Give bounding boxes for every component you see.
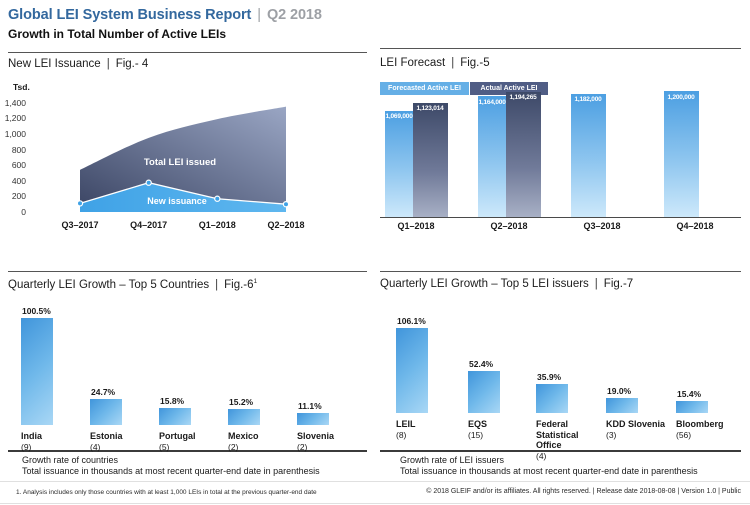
- title-divider: |: [451, 57, 455, 69]
- x-axis-label: Q3–2017: [61, 220, 99, 230]
- category-label: [21, 431, 83, 452]
- chart-note: Growth rate of countries: [22, 455, 119, 465]
- chart-title-new-lei-issuance: [8, 58, 148, 70]
- footnote-marker: 1: [253, 278, 258, 285]
- x-axis-line: [380, 217, 741, 218]
- category-label: [228, 431, 290, 452]
- chart-note: Total issuance in thousands at most recent quarter-end date in parenthesis: [22, 466, 320, 476]
- category-label: [396, 419, 466, 440]
- chart-title-growth-countries: [8, 278, 257, 291]
- category-label: [468, 419, 538, 440]
- y-tick-label: 1,000: [4, 128, 26, 139]
- y-tick-label: 1,400: [4, 97, 26, 108]
- chart-note: Growth rate of LEI issuers: [400, 455, 505, 465]
- chart-title-text: LEI Forecast: [380, 57, 446, 69]
- growth-bar: [536, 384, 568, 413]
- bar-value-label: 1,194,265: [509, 94, 537, 102]
- category-label: [297, 431, 359, 452]
- growth-bar: [21, 318, 53, 425]
- report-header: [8, 7, 322, 23]
- legend-forecasted-active-lei: Forecasted Active LEI: [380, 82, 469, 95]
- series-label-new: New issuance: [147, 196, 207, 206]
- figure-number: Fig.-5: [460, 57, 490, 69]
- category-count: (56): [676, 429, 692, 440]
- forecast-bar: [664, 91, 699, 218]
- title-divider: |: [594, 278, 598, 290]
- bar-value-label: 1,182,000: [574, 96, 602, 104]
- separator-line: [0, 481, 750, 482]
- category-name: Mexico: [228, 431, 259, 441]
- category-label: [536, 419, 606, 461]
- chart-title-growth-issuers: [380, 278, 633, 290]
- bar-value-label: 1,123,014: [416, 105, 444, 112]
- category-name: KDD Slovenia: [606, 419, 666, 429]
- category-name: India: [21, 431, 43, 441]
- x-axis-label: Q4–2017: [130, 220, 168, 230]
- x-axis-label: Q2–2018: [490, 221, 528, 231]
- y-tick-label: 1,200: [4, 113, 26, 124]
- report-period: Q2 2018: [266, 7, 322, 23]
- y-tick-label: 0: [21, 207, 26, 217]
- x-axis-label: Q2–2018: [267, 220, 305, 230]
- category-label: [90, 431, 152, 452]
- category-name: Federal Statistical Office: [536, 419, 579, 450]
- bar-value-label: 100.5%: [22, 306, 51, 316]
- bar-value-label: 1,200,000: [667, 93, 695, 101]
- bar-value-label: 15.4%: [677, 388, 702, 399]
- forecast-bar: [571, 94, 606, 218]
- growth-bar: [159, 408, 191, 425]
- bar-value-label: 52.4%: [469, 359, 494, 370]
- category-count: (2): [297, 441, 308, 452]
- bar-value-label: 35.9%: [537, 372, 562, 383]
- new-issuance-marker: [283, 202, 288, 207]
- category-name: Estonia: [90, 431, 123, 441]
- copyright-text: © 2018 GLEIF and/or its affiliates. All rights reserved. | Release date 2018-08-08 | Version 1.0 | Public: [426, 488, 741, 495]
- figure-number: Fig.-6: [224, 278, 254, 291]
- category-name: EQS: [468, 419, 488, 429]
- chart-title-text: Quarterly LEI Growth – Top 5 Countries: [8, 278, 210, 291]
- legend-actual-active-lei: Actual Active LEI: [470, 82, 548, 95]
- category-count: (4): [90, 441, 101, 452]
- new-issuance-marker: [146, 180, 151, 185]
- category-name: Portugal: [159, 431, 196, 441]
- category-name: LEIL: [396, 419, 416, 429]
- actual-bar: [506, 92, 541, 218]
- chart-title-text: Quarterly LEI Growth – Top 5 LEI issuers: [380, 278, 589, 290]
- bar-value-label: 1,069,000: [385, 113, 413, 121]
- category-label: [159, 431, 221, 452]
- growth-bar: [606, 398, 638, 413]
- category-count: (5): [159, 441, 170, 452]
- bar-value-label: 106.1%: [397, 316, 426, 326]
- category-count: (8): [396, 429, 407, 440]
- growth-bar: [396, 328, 428, 413]
- bar-value-label: 24.7%: [91, 386, 116, 397]
- category-name: Slovenia: [297, 431, 335, 441]
- title-divider: |: [106, 58, 110, 70]
- figure-number: Fig.-7: [603, 278, 634, 290]
- category-label: [606, 419, 676, 440]
- growth-bar: [90, 399, 122, 425]
- bar-value-label: 1,164,000: [478, 98, 506, 106]
- figure-number: Fig.- 4: [115, 58, 149, 70]
- page-title: Global LEI System Business Report: [8, 7, 252, 23]
- x-axis-label: Q4–2018: [676, 221, 714, 231]
- bar-value-label: 11.1%: [298, 401, 322, 412]
- growth-bar: [297, 413, 329, 425]
- bar-value-label: 15.8%: [160, 396, 185, 407]
- growth-bar: [676, 401, 708, 413]
- bar-value-label: 15.2%: [229, 396, 254, 407]
- separator-line: [380, 48, 741, 49]
- series-label-total: Total LEI issued: [143, 157, 217, 168]
- title-divider: |: [215, 278, 219, 291]
- growth-bar: [228, 409, 260, 425]
- title-divider: |: [257, 7, 261, 23]
- footnote-text: 1. Analysis includes only those countries with at least 1,000 LEIs in total at the previous quarter-end date: [16, 489, 317, 496]
- y-axis-unit-label: Tsd.: [13, 82, 30, 92]
- separator-line: [8, 271, 367, 272]
- category-label: [676, 419, 746, 440]
- x-axis-label: Q1–2018: [397, 221, 435, 231]
- x-axis-label: Q1–2018: [198, 220, 236, 230]
- y-tick-label: 200: [11, 191, 26, 202]
- category-count: (9): [21, 441, 32, 452]
- area-chart-svg: [40, 96, 360, 214]
- y-tick-label: 400: [11, 175, 26, 186]
- y-tick-label: 800: [11, 144, 26, 155]
- y-tick-label: 600: [11, 160, 26, 171]
- x-axis-label: Q3–2018: [583, 221, 621, 231]
- category-count: (3): [606, 429, 617, 440]
- category-count: (2): [228, 441, 239, 452]
- bar-value-label: 19.0%: [607, 385, 632, 396]
- new-issuance-marker: [77, 201, 82, 206]
- category-count: (4): [536, 450, 547, 461]
- separator-line: [0, 503, 750, 504]
- category-name: Bloomberg: [676, 419, 724, 429]
- separator-line: [380, 271, 741, 272]
- chart-title-text: New LEI Issuance: [8, 58, 101, 70]
- report-subtitle: Growth in Total Number of Active LEIs: [8, 27, 227, 41]
- category-count: (15): [468, 429, 484, 440]
- chart-title-lei-forecast: [380, 57, 490, 69]
- chart-note: Total issuance in thousands at most recent quarter-end date in parenthesis: [400, 466, 698, 476]
- new-issuance-marker: [215, 196, 220, 201]
- growth-bar: [468, 371, 500, 413]
- separator-line: [8, 52, 367, 53]
